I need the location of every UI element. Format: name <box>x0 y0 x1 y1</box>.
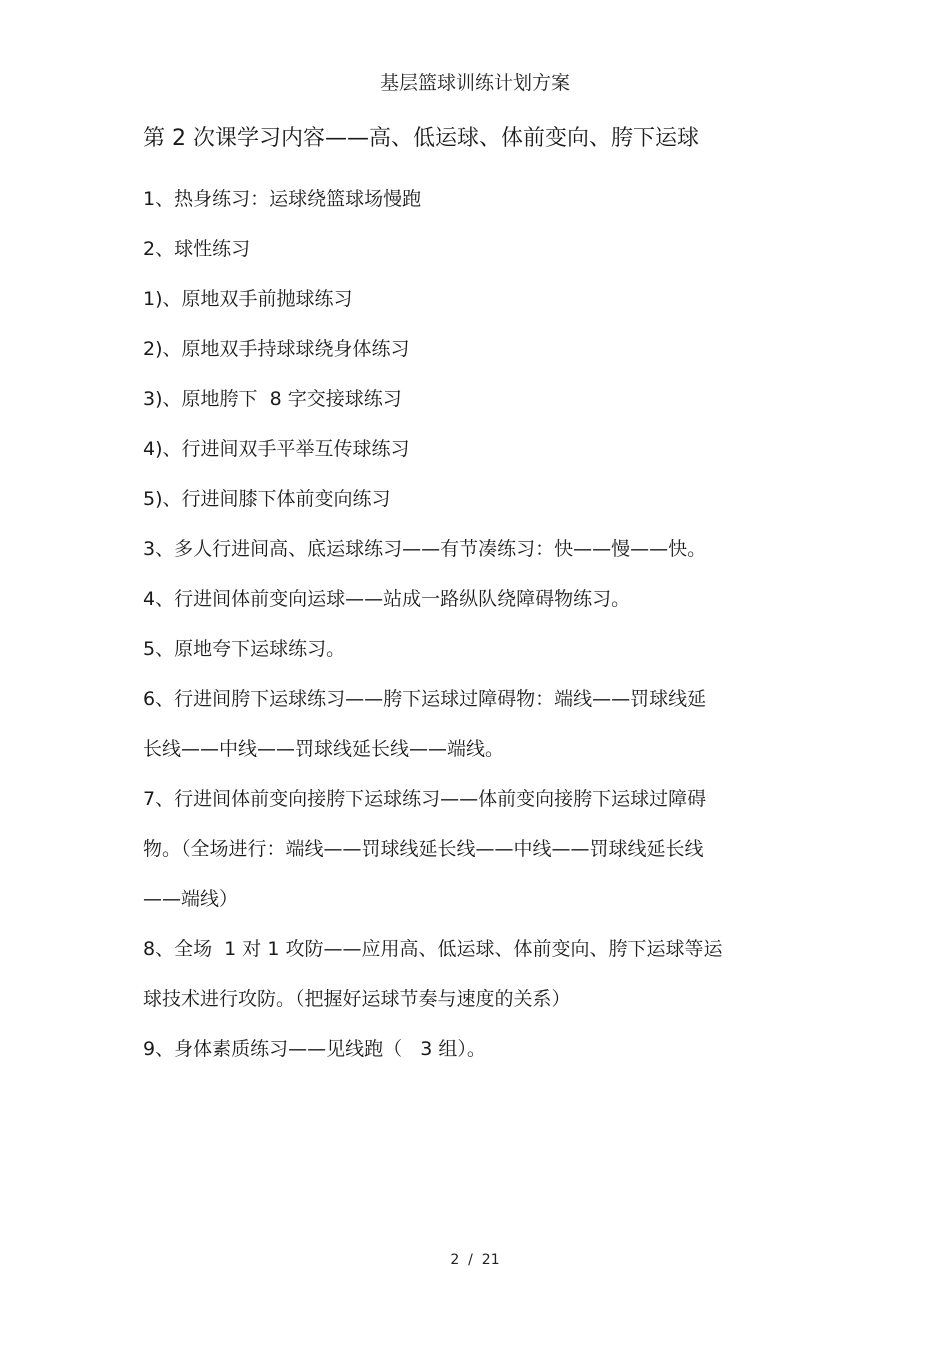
content-line: 9、身体素质练习——见线跑（ 3 组）。 <box>143 1038 486 1060</box>
content-line: 4)、行进间双手平举互传球练习 <box>143 438 410 460</box>
content-lines <box>143 174 783 1074</box>
content-line: 1、热身练习：运球绕篮球场慢跑 <box>143 188 422 210</box>
content-line: 1)、原地双手前抛球练习 <box>143 288 353 310</box>
content-line: 球技术进行攻防。（把握好运球节奏与速度的关系） <box>143 988 571 1010</box>
content-line: 2、球性练习 <box>143 238 251 260</box>
content-line: 8、全场 1 对 1 攻防——应用高、低运球、体前变向、胯下运球等运 <box>143 938 723 960</box>
content-line: 长线——中线——罚球线延长线——端线。 <box>143 738 505 760</box>
content-line: 7、行进间体前变向接胯下运球练习——体前变向接胯下运球过障碍 <box>143 788 707 810</box>
document-header: 基层篮球训练计划方案 <box>379 72 570 94</box>
content-line: 2)、原地双手持球球绕身体练习 <box>143 338 410 360</box>
document-body <box>143 122 783 1074</box>
content-line: 5、原地夸下运球练习。 <box>143 638 346 660</box>
content-line: 3、多人行进间高、底运球练习——有节凑练习：快——慢——快。 <box>143 538 707 560</box>
content-line: 4、行进间体前变向运球——站成一路纵队绕障碍物练习。 <box>143 588 631 610</box>
content-line: 5)、行进间膝下体前变向练习 <box>143 488 391 510</box>
content-line: 3)、原地胯下 8 字交接球练习 <box>143 388 402 410</box>
section-title: 第 2 次课学习内容——高、低运球、体前变向、胯下运球 <box>143 126 699 151</box>
content-line: 6、行进间胯下运球练习——胯下运球过障碍物：端线——罚球线延 <box>143 688 707 710</box>
content-line: ——端线） <box>143 888 239 910</box>
content-line: 物。（全场进行：端线——罚球线延长线——中线——罚球线延长线 <box>143 838 704 860</box>
page-number: 2 / 21 <box>450 1252 500 1268</box>
